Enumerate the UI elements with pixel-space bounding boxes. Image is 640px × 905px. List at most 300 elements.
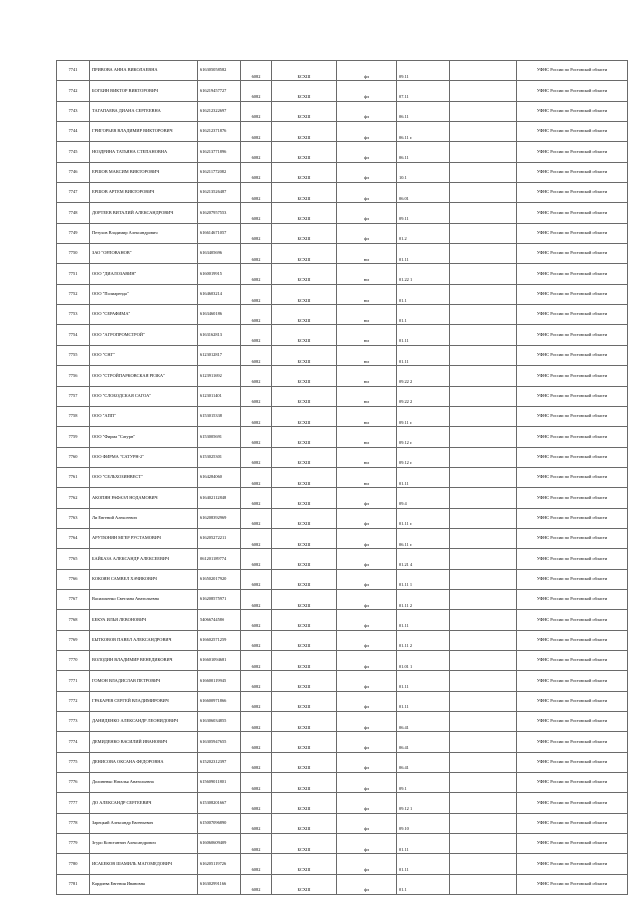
code-cell: 6082 <box>241 305 272 325</box>
date-cell: 06.11 г. <box>397 122 450 142</box>
code-cell: 6082 <box>241 122 272 142</box>
authority-cell: УФНС России по Ростовской области <box>517 773 628 793</box>
table-row <box>57 671 628 691</box>
date-cell: 01.1 <box>397 305 450 325</box>
entity-type: юл <box>337 264 397 284</box>
authority-cell: УФНС России по Ростовской области <box>517 874 628 894</box>
source-cell: БСХШ <box>272 773 337 793</box>
source-cell: БСХШ <box>272 101 337 121</box>
source-cell: БСХШ <box>272 61 337 81</box>
authority-cell: УФНС России по Ростовской области <box>517 406 628 426</box>
taxpayer-inn: 616205272211 <box>198 528 241 548</box>
taxpayer-inn: 6163162813 <box>198 325 241 345</box>
row-number: 7753 <box>57 305 90 325</box>
row-number: 7771 <box>57 671 90 691</box>
blank-cell <box>450 691 517 711</box>
taxpayer-inn: 616208575971 <box>198 589 241 609</box>
authority-cell: УФНС России по Ростовской области <box>517 386 628 406</box>
blank-cell <box>450 162 517 182</box>
row-number: 7749 <box>57 223 90 243</box>
blank-cell <box>450 528 517 548</box>
row-number: 7773 <box>57 712 90 732</box>
table-row <box>57 691 628 711</box>
entity-type: фл <box>337 203 397 223</box>
date-cell: 01.11 <box>397 467 450 487</box>
date-cell: 06.11 <box>397 101 450 121</box>
taxpayer-inn: 616600119945 <box>198 671 241 691</box>
taxpayer-name: ООО "СЛОБОДСКАЯ САГОА" <box>90 386 198 406</box>
taxpayer-name: ДОРТЕЕВ ВИТАЛИЙ АЛЕКСАНДРОВИЧ <box>90 203 198 223</box>
blank-cell <box>450 142 517 162</box>
table-row <box>57 712 628 732</box>
taxpayer-inn: 6164284060 <box>198 467 241 487</box>
code-cell: 6082 <box>241 488 272 508</box>
taxpayer-inn: 616212322697 <box>198 101 241 121</box>
code-cell: 6082 <box>241 874 272 894</box>
taxpayer-inn: 616219457727 <box>198 81 241 101</box>
source-cell: БСХШ <box>272 122 337 142</box>
source-cell: БСХШ <box>272 325 337 345</box>
authority-cell: УФНС России по Ростовской области <box>517 142 628 162</box>
taxpayer-name: Ли Евгений Алексеевич <box>90 508 198 528</box>
taxpayer-name: Долиненко Наталья Анатольевна <box>90 773 198 793</box>
taxpayer-name: АРУТЮНЯН МГЕР РУСТАМОВИЧ <box>90 528 198 548</box>
taxpayer-name: ООО "СЕЛЬХОЗИНВЕСТ" <box>90 467 198 487</box>
date-cell: 06.41 <box>397 732 450 752</box>
row-number: 7759 <box>57 427 90 447</box>
source-cell: БСХШ <box>272 528 337 548</box>
authority-cell: УФНС России по Ростовской области <box>517 488 628 508</box>
table-row <box>57 183 628 203</box>
blank-cell <box>450 773 517 793</box>
authority-cell: УФНС России по Ростовской области <box>517 569 628 589</box>
code-cell: 6082 <box>241 406 272 426</box>
entity-type: фл <box>337 61 397 81</box>
authority-cell: УФНС России по Ростовской области <box>517 467 628 487</box>
blank-cell <box>450 610 517 630</box>
taxpayer-inn: 616060609409 <box>198 834 241 854</box>
taxpayer-name: ГРИГОРЬЕВ ВЛАДИМИР ВИКТОРОВИЧ <box>90 122 198 142</box>
taxpayer-name: ЕРШОВ МАКСИМ ВИКТОРОВИЧ <box>90 162 198 182</box>
taxpayer-inn: 6164603214 <box>198 284 241 304</box>
blank-cell <box>450 467 517 487</box>
date-cell: 06.11 <box>397 142 450 162</box>
source-cell: БСХШ <box>272 610 337 630</box>
code-cell: 6082 <box>241 467 272 487</box>
authority-cell: УФНС России по Ростовской области <box>517 264 628 284</box>
table-row <box>57 61 628 81</box>
taxpayer-name: ДЕМИДЕНКО ВАСИЛИЙ ИВАНОВИЧ <box>90 732 198 752</box>
blank-cell <box>450 264 517 284</box>
authority-cell: УФНС России по Ростовской области <box>517 366 628 386</box>
table-row <box>57 386 628 406</box>
taxpayer-name: Згуро Константин Александрович <box>90 834 198 854</box>
entity-type: фл <box>337 834 397 854</box>
source-cell: БСХШ <box>272 162 337 182</box>
row-number: 7756 <box>57 366 90 386</box>
taxpayer-inn: 616600971866 <box>198 691 241 711</box>
table-row <box>57 813 628 833</box>
authority-cell: УФНС России по Ростовской области <box>517 834 628 854</box>
blank-cell <box>450 752 517 772</box>
blank-cell <box>450 834 517 854</box>
row-number: 7762 <box>57 488 90 508</box>
taxpayer-name: ООО "АГРОПРОМСТРОЙ" <box>90 325 198 345</box>
code-cell: 6082 <box>241 589 272 609</box>
code-cell: 6082 <box>241 793 272 813</box>
row-number: 7770 <box>57 650 90 670</box>
source-cell: БСХШ <box>272 793 337 813</box>
blank-cell <box>450 671 517 691</box>
taxpayer-inn: 6153005691 <box>198 427 241 447</box>
code-cell: 6082 <box>241 325 272 345</box>
authority-cell: УФНС России по Ростовской области <box>517 162 628 182</box>
authority-cell: УФНС России по Ростовской области <box>517 183 628 203</box>
taxpayer-name: ГРАБАРЕВ СЕРГЕЙ ВЛАДИМИРОВИЧ <box>90 691 198 711</box>
entity-type: фл <box>337 752 397 772</box>
table-row <box>57 467 628 487</box>
table-row <box>57 162 628 182</box>
taxpayer-inn: 6163460186 <box>198 305 241 325</box>
source-cell: БСХШ <box>272 691 337 711</box>
blank-cell <box>450 101 517 121</box>
taxpayer-inn: 616602571259 <box>198 630 241 650</box>
entity-type: фл <box>337 854 397 874</box>
code-cell: 6082 <box>241 508 272 528</box>
source-cell: БСХШ <box>272 549 337 569</box>
code-cell: 6082 <box>241 61 272 81</box>
entity-type: фл <box>337 712 397 732</box>
source-cell: БСХШ <box>272 467 337 487</box>
source-cell: БСХШ <box>272 732 337 752</box>
date-cell: 01.2 <box>397 223 450 243</box>
code-cell: 6082 <box>241 569 272 589</box>
authority-cell: УФНС России по Ростовской области <box>517 712 628 732</box>
blank-cell <box>450 447 517 467</box>
authority-cell: УФНС России по Ростовской области <box>517 61 628 81</box>
code-cell: 6082 <box>241 366 272 386</box>
taxpayer-name: ГОМОН ВЛАДИСЛАВ ПЕТРОВИЧ <box>90 671 198 691</box>
taxpayer-inn: 6153025301 <box>198 447 241 467</box>
entity-type: фл <box>337 162 397 182</box>
authority-cell: УФНС России по Ростовской области <box>517 630 628 650</box>
source-cell: БСХШ <box>272 569 337 589</box>
date-cell: 01.21 4 <box>397 549 450 569</box>
row-number: 7755 <box>57 345 90 365</box>
row-number: 7775 <box>57 752 90 772</box>
table-row <box>57 508 628 528</box>
date-cell: 01.11 <box>397 671 450 691</box>
authority-cell: УФНС России по Ростовской области <box>517 203 628 223</box>
taxpayer-inn: 616305058582 <box>198 61 241 81</box>
source-cell: БСХШ <box>272 813 337 833</box>
table-row <box>57 488 628 508</box>
authority-cell: УФНС России по Ростовской области <box>517 813 628 833</box>
authority-cell: УФНС России по Ростовской области <box>517 650 628 670</box>
row-number: 7744 <box>57 122 90 142</box>
date-cell: 01.01 1 <box>397 650 450 670</box>
source-cell: БСХШ <box>272 203 337 223</box>
source-cell: БСХШ <box>272 183 337 203</box>
row-number: 7750 <box>57 244 90 264</box>
taxpayer-inn: 6123012817 <box>198 345 241 365</box>
entity-type: фл <box>337 874 397 894</box>
code-cell: 6082 <box>241 264 272 284</box>
taxpayer-name: ПРИВОВА АННА ВИКОЛАЕВНА <box>90 61 198 81</box>
date-cell: 01.11 <box>397 244 450 264</box>
entity-type: фл <box>337 793 397 813</box>
date-cell: 06.11 г. <box>397 528 450 548</box>
source-cell: БСХШ <box>272 488 337 508</box>
code-cell: 6082 <box>241 813 272 833</box>
taxpayer-inn: 5406674458б <box>198 610 241 630</box>
table-row <box>57 528 628 548</box>
entity-type: фл <box>337 142 397 162</box>
entity-type: фл <box>337 81 397 101</box>
source-cell: БСХШ <box>272 712 337 732</box>
code-cell: 6082 <box>241 549 272 569</box>
source-cell: БСХШ <box>272 305 337 325</box>
entity-type: фл <box>337 223 397 243</box>
code-cell: 6082 <box>241 630 272 650</box>
source-cell: БСХШ <box>272 752 337 772</box>
taxpayer-name: ДО АЛЕКСАНДР СЕРГЕЕВИЧ <box>90 793 198 813</box>
row-number: 7772 <box>57 691 90 711</box>
table-row <box>57 589 628 609</box>
row-number: 7767 <box>57 589 90 609</box>
source-cell: БСХШ <box>272 874 337 894</box>
row-number: 7763 <box>57 508 90 528</box>
code-cell: 6082 <box>241 691 272 711</box>
blank-cell <box>450 406 517 426</box>
taxpayer-name: ДЕНИСОВА ОКСАНА ФЕДОРОВНА <box>90 752 198 772</box>
taxpayer-inn: 616208392969 <box>198 508 241 528</box>
taxpayer-name: ТАГАПАЕВА ДИАНА СЕРГЕЕВНА <box>90 101 198 121</box>
code-cell: 6082 <box>241 345 272 365</box>
taxpayer-name: БОГБИН ВИКТОР ВИКТОРОВИЧ <box>90 81 198 101</box>
blank-cell <box>450 427 517 447</box>
source-cell: БСХШ <box>272 264 337 284</box>
taxpayer-inn: 616402112848 <box>198 488 241 508</box>
authority-cell: УФНС России по Ростовской области <box>517 305 628 325</box>
taxpayer-inn: 615007096890 <box>198 813 241 833</box>
code-cell: 6082 <box>241 610 272 630</box>
date-cell: 09.22 2 <box>397 386 450 406</box>
date-cell: 09.11 <box>397 203 450 223</box>
taxpayer-name: ООО "СЕРАФИМА" <box>90 305 198 325</box>
row-number: 7777 <box>57 793 90 813</box>
row-number: 7754 <box>57 325 90 345</box>
blank-cell <box>450 183 517 203</box>
code-cell: 6082 <box>241 854 272 874</box>
blank-cell <box>450 630 517 650</box>
entity-type: фл <box>337 630 397 650</box>
entity-type: юл <box>337 427 397 447</box>
entity-type: фл <box>337 508 397 528</box>
date-cell: 01.11 <box>397 691 450 711</box>
table-row <box>57 854 628 874</box>
date-cell: 06.01 <box>397 183 450 203</box>
taxpayer-name: АКОПЯН РАФАЭЛ НОДАМОВИЧ <box>90 488 198 508</box>
code-cell: 6082 <box>241 284 272 304</box>
taxpayer-inn: 616213771896 <box>198 142 241 162</box>
blank-cell <box>450 569 517 589</box>
taxpayer-inn: 616502017920 <box>198 569 241 589</box>
source-cell: БСХШ <box>272 447 337 467</box>
table-row <box>57 732 628 752</box>
authority-cell: УФНС России по Ростовской области <box>517 101 628 121</box>
table-row <box>57 447 628 467</box>
entity-type: фл <box>337 650 397 670</box>
row-number: 7765 <box>57 549 90 569</box>
taxpayer-inn: 616207957553 <box>198 203 241 223</box>
source-cell: БСХШ <box>272 386 337 406</box>
taxpayer-name: ООО "ДИАЛОЗАВИН" <box>90 264 198 284</box>
taxpayer-inn: 616601094681 <box>198 650 241 670</box>
blank-cell <box>450 61 517 81</box>
registry-body <box>57 61 628 895</box>
table-row <box>57 264 628 284</box>
entity-type: юл <box>337 305 397 325</box>
authority-cell: УФНС России по Ростовской области <box>517 508 628 528</box>
date-cell: 10.1 <box>397 162 450 182</box>
code-cell: 6082 <box>241 183 272 203</box>
taxpayer-name: ООО ФИРМА "САТУРН-2" <box>90 447 198 467</box>
source-cell: БСХШ <box>272 142 337 162</box>
table-row <box>57 549 628 569</box>
entity-type: фл <box>337 528 397 548</box>
table-row <box>57 284 628 304</box>
blank-cell <box>450 508 517 528</box>
table-row <box>57 610 628 630</box>
blank-cell <box>450 366 517 386</box>
row-number: 7748 <box>57 203 90 223</box>
authority-cell: УФНС России по Ростовской области <box>517 325 628 345</box>
registry-table <box>56 60 628 895</box>
taxpayer-inn: 616305947655 <box>198 732 241 752</box>
code-cell: 6082 <box>241 834 272 854</box>
entity-type: фл <box>337 732 397 752</box>
entity-type: юл <box>337 366 397 386</box>
taxpayer-name: БАЙБАЗА АЛЕКСАНДР АЛЕКСЕЕВИЧ <box>90 549 198 569</box>
row-number: 7747 <box>57 183 90 203</box>
entity-type: юл <box>337 345 397 365</box>
taxpayer-name: БЫТКОВОВ ПАВЕЛ АЛЕКСАНДРОВИЧ <box>90 630 198 650</box>
taxpayer-name: ООО "АПП" <box>90 406 198 426</box>
row-number: 7780 <box>57 854 90 874</box>
taxpayer-name: Кардиева Евгения Ивановна <box>90 874 198 894</box>
table-row <box>57 427 628 447</box>
authority-cell: УФНС России по Ростовской области <box>517 671 628 691</box>
entity-type: фл <box>337 101 397 121</box>
taxpayer-inn: 616302991166 <box>198 874 241 894</box>
row-number: 7766 <box>57 569 90 589</box>
authority-cell: УФНС России по Ростовской области <box>517 732 628 752</box>
blank-cell <box>450 650 517 670</box>
code-cell: 6082 <box>241 447 272 467</box>
entity-type: фл <box>337 183 397 203</box>
taxpayer-name: ЕРШОВ АРТЕМ ВИКТОРОВИЧ <box>90 183 198 203</box>
table-row <box>57 406 628 426</box>
taxpayer-inn: 6160019915 <box>198 264 241 284</box>
entity-type: фл <box>337 589 397 609</box>
taxpayer-inn: 616306034855 <box>198 712 241 732</box>
source-cell: БСХШ <box>272 223 337 243</box>
blank-cell <box>450 223 517 243</box>
authority-cell: УФНС России по Ростовской области <box>517 427 628 447</box>
entity-type: юл <box>337 325 397 345</box>
taxpayer-inn: 615202312397 <box>198 752 241 772</box>
source-cell: БСХШ <box>272 854 337 874</box>
date-cell: 01.11 <box>397 325 450 345</box>
date-cell: 01.11 <box>397 834 450 854</box>
row-number: 7768 <box>57 610 90 630</box>
blank-cell <box>450 813 517 833</box>
source-cell: БСХШ <box>272 406 337 426</box>
date-cell: 09.1 <box>397 773 450 793</box>
taxpayer-name: ООО "Фирма "Сатурн" <box>90 427 198 447</box>
taxpayer-inn: 6153015338 <box>198 406 241 426</box>
taxpayer-inn: 616211772082 <box>198 162 241 182</box>
blank-cell <box>450 325 517 345</box>
authority-cell: УФНС России по Ростовской области <box>517 284 628 304</box>
source-cell: БСХШ <box>272 834 337 854</box>
date-cell: 01.11 <box>397 854 450 874</box>
date-cell: 09.10 <box>397 813 450 833</box>
entity-type: юл <box>337 244 397 264</box>
taxpayer-name: ООО "Полиаренда" <box>90 284 198 304</box>
blank-cell <box>450 81 517 101</box>
date-cell: 09.4 <box>397 488 450 508</box>
table-row <box>57 101 628 121</box>
entity-type: фл <box>337 691 397 711</box>
taxpayer-inn: 061201189774 <box>198 549 241 569</box>
date-cell: 09.12 1 <box>397 793 450 813</box>
taxpayer-inn: 6163405696 <box>198 244 241 264</box>
taxpayer-inn: 615308201667 <box>198 793 241 813</box>
date-cell: 01.11 <box>397 610 450 630</box>
blank-cell <box>450 244 517 264</box>
table-row <box>57 793 628 813</box>
row-number: 7774 <box>57 732 90 752</box>
blank-cell <box>450 712 517 732</box>
taxpayer-inn: 616205119726 <box>198 854 241 874</box>
table-row <box>57 630 628 650</box>
date-cell: 09.12 г. <box>397 427 450 447</box>
taxpayer-inn: 615609011801 <box>198 773 241 793</box>
table-row <box>57 650 628 670</box>
taxpayer-name: НОЗДРИНА ТАТЬЯНА СТЕПАНОВНА <box>90 142 198 162</box>
date-cell: 09.12 г. <box>397 447 450 467</box>
entity-type: юл <box>337 467 397 487</box>
entity-type: фл <box>337 773 397 793</box>
taxpayer-name: Зарецкий Александр Евгеньевич <box>90 813 198 833</box>
authority-cell: УФНС России по Ростовской области <box>517 122 628 142</box>
code-cell: 6082 <box>241 732 272 752</box>
table-row <box>57 305 628 325</box>
code-cell: 6082 <box>241 386 272 406</box>
taxpayer-name: ЗАО "ОРЛОВАНОВ" <box>90 244 198 264</box>
entity-type: юл <box>337 386 397 406</box>
row-number: 7752 <box>57 284 90 304</box>
date-cell: 01.11 <box>397 345 450 365</box>
code-cell: 6082 <box>241 81 272 101</box>
code-cell: 6082 <box>241 223 272 243</box>
date-cell: 01.22 1 <box>397 264 450 284</box>
date-cell: 06.41 <box>397 712 450 732</box>
authority-cell: УФНС России по Ростовской области <box>517 793 628 813</box>
authority-cell: УФНС России по Ростовской области <box>517 81 628 101</box>
